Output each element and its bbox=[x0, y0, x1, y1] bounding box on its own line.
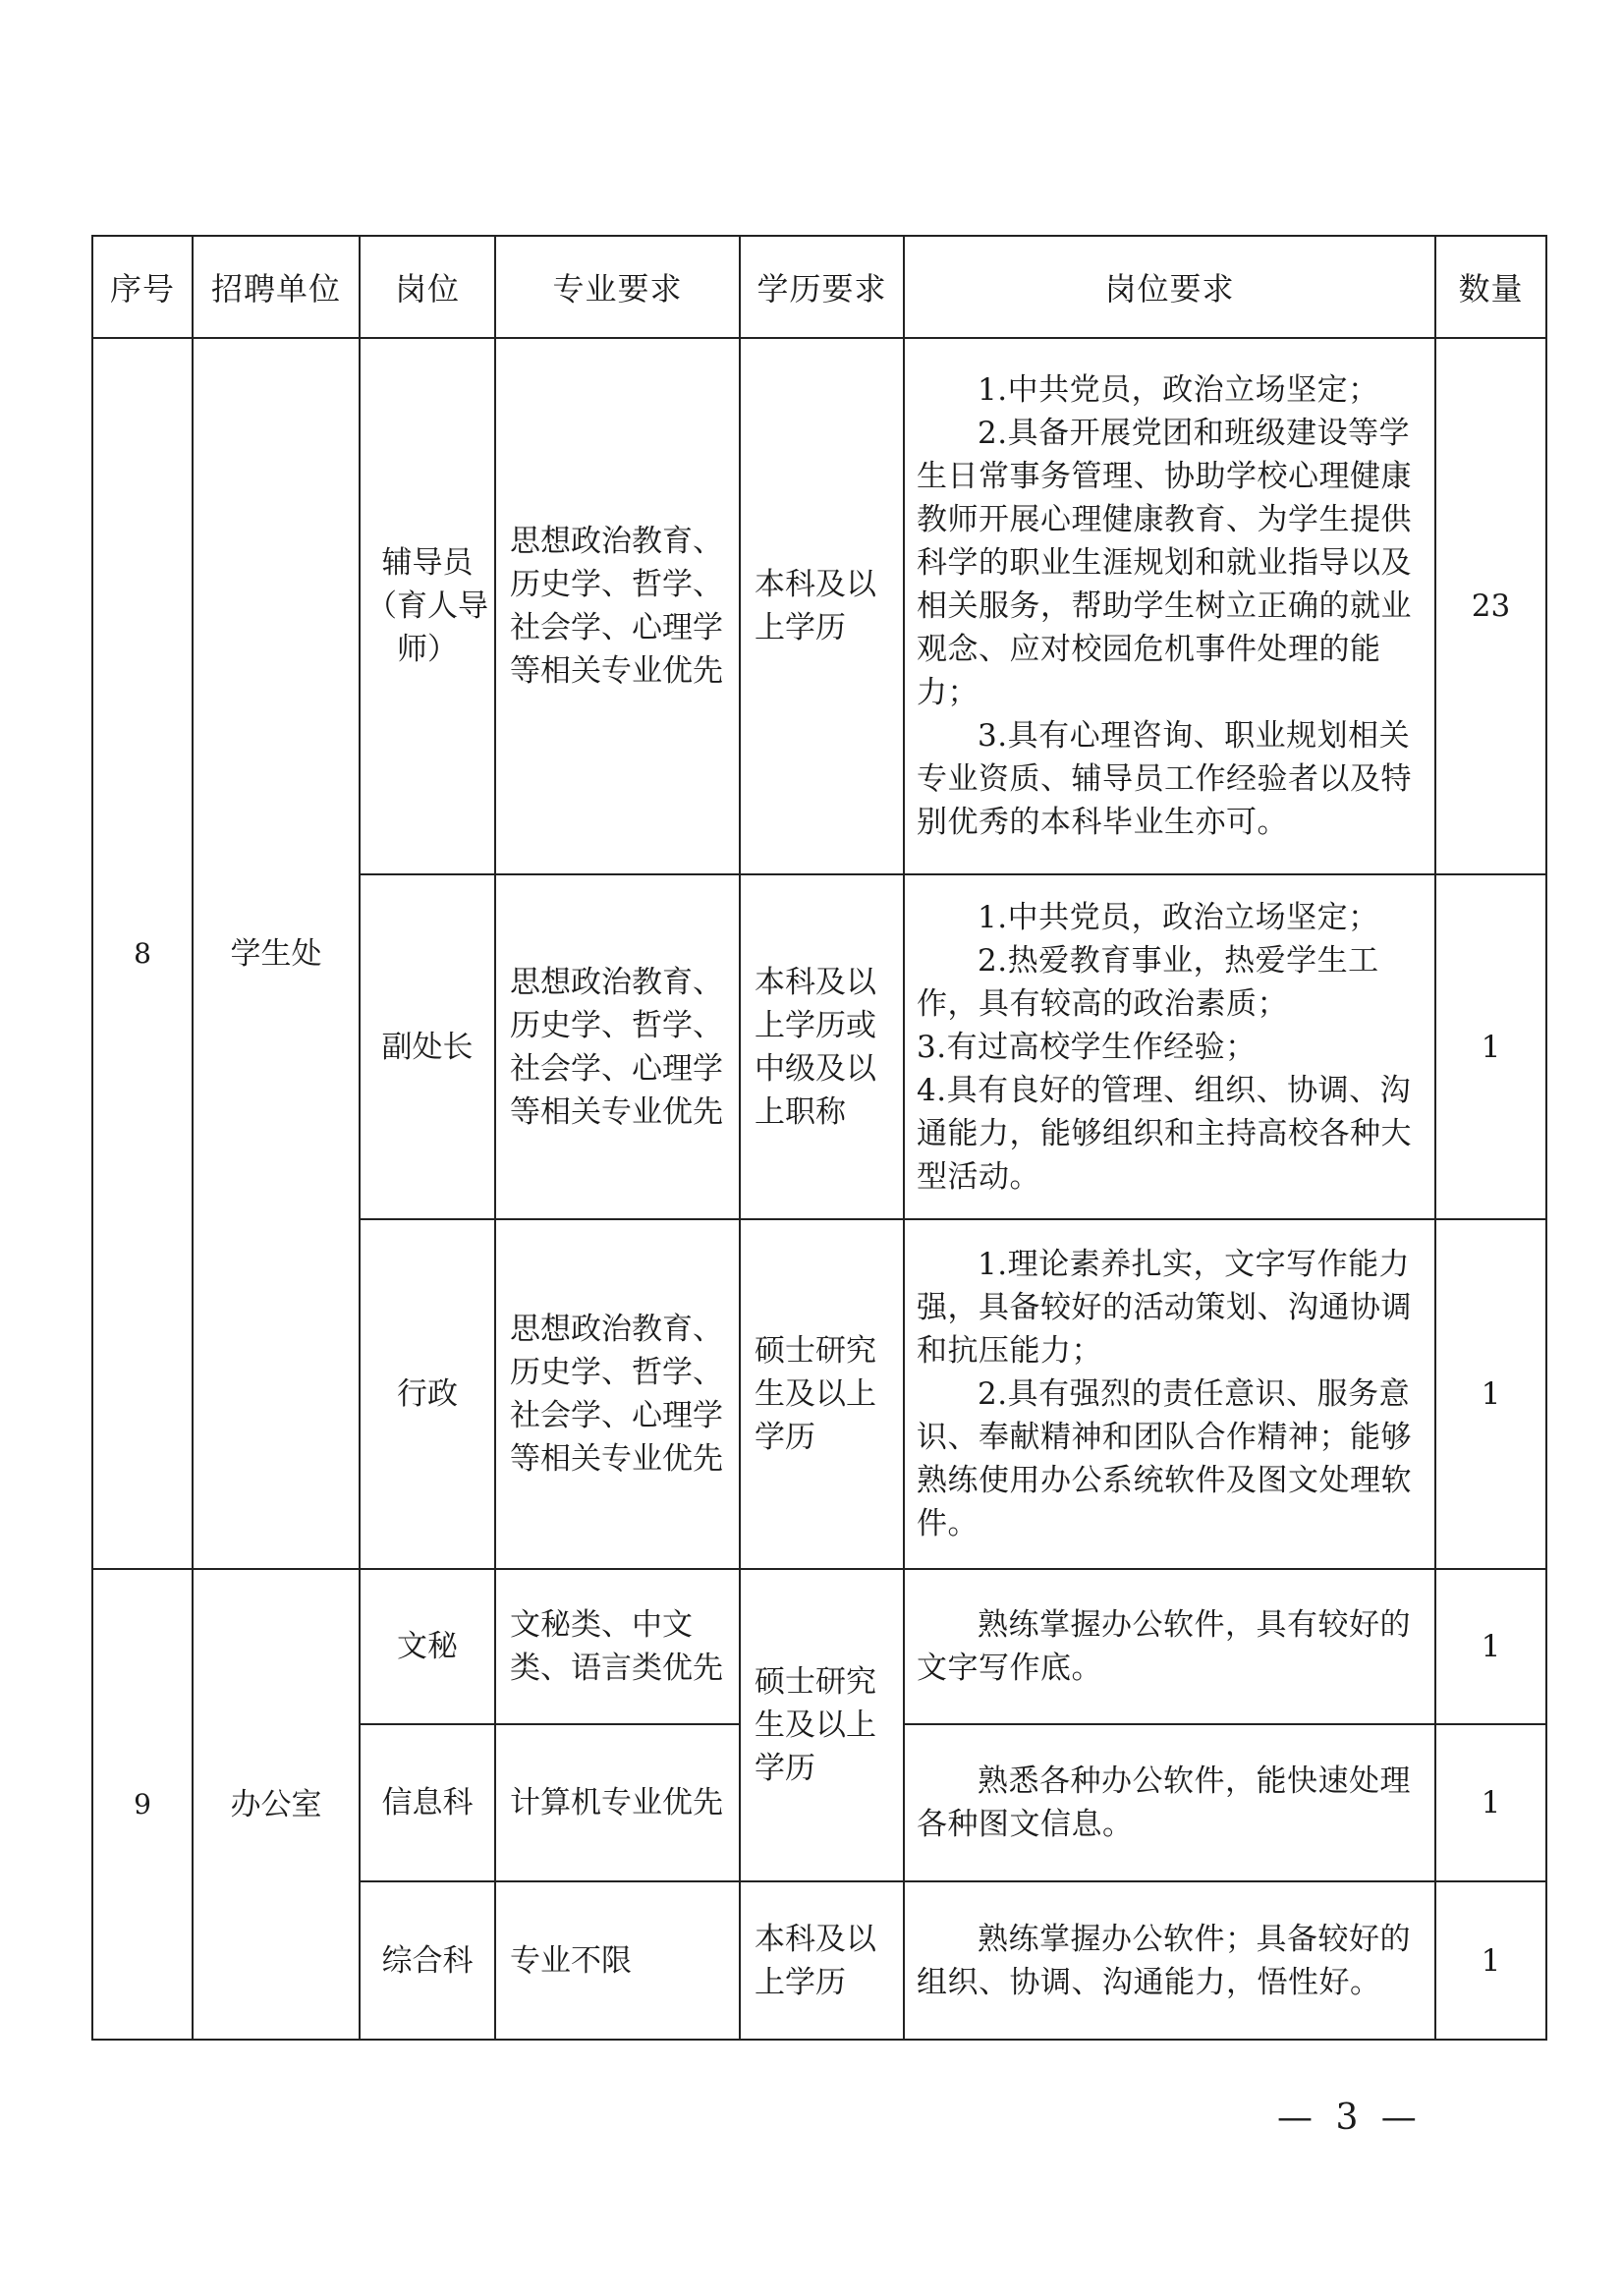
table-row bbox=[92, 1569, 1546, 1724]
header-major: 专业要求 bbox=[495, 236, 740, 338]
requirement-item: 4.具有良好的管理、组织、协调、沟通能力，能够组织和主持高校各种大型活动。 bbox=[917, 1072, 1412, 1195]
count-cell: 1 bbox=[1435, 1724, 1546, 1881]
major-cell: 思想政治教育、历史学、哲学、社会学、心理学等相关专业优先 bbox=[495, 874, 740, 1219]
header-seq: 序号 bbox=[92, 236, 193, 338]
major-cell: 专业不限 bbox=[495, 1881, 740, 2040]
major-cell: 思想政治教育、历史学、哲学、社会学、心理学等相关专业优先 bbox=[495, 338, 740, 874]
major-cell: 思想政治教育、历史学、哲学、社会学、心理学等相关专业优先 bbox=[495, 1219, 740, 1569]
education-cell: 硕士研究生及以上学历 bbox=[740, 1569, 904, 1881]
education-cell: 本科及以上学历 bbox=[740, 338, 904, 874]
header-requirements: 岗位要求 bbox=[904, 236, 1435, 338]
unit-cell: 学生处 bbox=[193, 338, 360, 1569]
unit-cell: 办公室 bbox=[193, 1569, 360, 2040]
post-cell: 辅导员（育人导师） bbox=[360, 338, 495, 874]
requirements-cell bbox=[904, 1569, 1435, 1724]
header-unit: 招聘单位 bbox=[193, 236, 360, 338]
requirements-cell bbox=[904, 1219, 1435, 1569]
major-cell: 计算机专业优先 bbox=[495, 1724, 740, 1881]
requirements-cell bbox=[904, 1724, 1435, 1881]
requirement-item: 2.热爱教育事业，热爱学生工作，具有较高的政治素质； bbox=[917, 942, 1379, 1022]
requirement-item: 1.中共党员，政治立场坚定； bbox=[978, 899, 1379, 935]
requirement-item: 熟悉各种办公软件，能快速处理各种图文信息。 bbox=[917, 1764, 1411, 1842]
requirement-item: 2.具有强烈的责任意识、服务意识、奉献精神和团队合作精神；能够熟练使用办公系统软件及图文处理软件。 bbox=[917, 1376, 1412, 1541]
count-cell: 23 bbox=[1435, 338, 1546, 874]
count-cell: 1 bbox=[1435, 1881, 1546, 2040]
header-count: 数量 bbox=[1435, 236, 1546, 338]
requirements-cell bbox=[904, 338, 1435, 874]
seq-cell: 8 bbox=[92, 338, 193, 1569]
education-cell: 硕士研究生及以上学历 bbox=[740, 1219, 904, 1569]
header-education: 学历要求 bbox=[740, 236, 904, 338]
header-post: 岗位 bbox=[360, 236, 495, 338]
page-number: — 3 — bbox=[1277, 2098, 1423, 2138]
recruitment-table bbox=[91, 235, 1547, 2041]
education-cell: 本科及以上学历或中级及以上职称 bbox=[740, 874, 904, 1219]
requirement-item: 3.具有心理咨询、职业规划相关专业资质、辅导员工作经验者以及特别优秀的本科毕业生亦可。 bbox=[917, 718, 1412, 840]
table-row bbox=[92, 338, 1546, 874]
post-cell: 信息科 bbox=[360, 1724, 495, 1881]
post-cell: 行政 bbox=[360, 1219, 495, 1569]
seq-cell: 9 bbox=[92, 1569, 193, 2040]
post-cell: 副处长 bbox=[360, 874, 495, 1219]
count-cell: 1 bbox=[1435, 1219, 1546, 1569]
requirement-item: 1.中共党员，政治立场坚定； bbox=[978, 372, 1379, 408]
count-cell: 1 bbox=[1435, 874, 1546, 1219]
education-cell: 本科及以上学历 bbox=[740, 1881, 904, 2040]
major-cell: 文秘类、中文类、语言类优先 bbox=[495, 1569, 740, 1724]
requirement-item: 2.具备开展党团和班级建设等学生日常事务管理、协助学校心理健康教师开展心理健康教育、为学生提供科学的职业生涯规划和就业指导以及相关服务，帮助学生树立正确的就业观念、应对校园危机事件处理的能力； bbox=[917, 416, 1412, 710]
count-cell: 1 bbox=[1435, 1569, 1546, 1724]
requirement-item: 熟练掌握办公软件，具有较好的文字写作底。 bbox=[917, 1607, 1411, 1686]
requirement-item: 3.有过高校学生作经验； bbox=[917, 1029, 1257, 1065]
requirement-item: 1.理论素养扎实，文字写作能力强，具备较好的活动策划、沟通协调和抗压能力； bbox=[917, 1247, 1412, 1369]
header-row bbox=[92, 236, 1546, 338]
requirement-item: 熟练掌握办公软件；具备较好的组织、协调、沟通能力，悟性好。 bbox=[917, 1921, 1411, 2000]
requirements-cell bbox=[904, 874, 1435, 1219]
requirements-cell bbox=[904, 1881, 1435, 2040]
post-cell: 综合科 bbox=[360, 1881, 495, 2040]
post-cell: 文秘 bbox=[360, 1569, 495, 1724]
